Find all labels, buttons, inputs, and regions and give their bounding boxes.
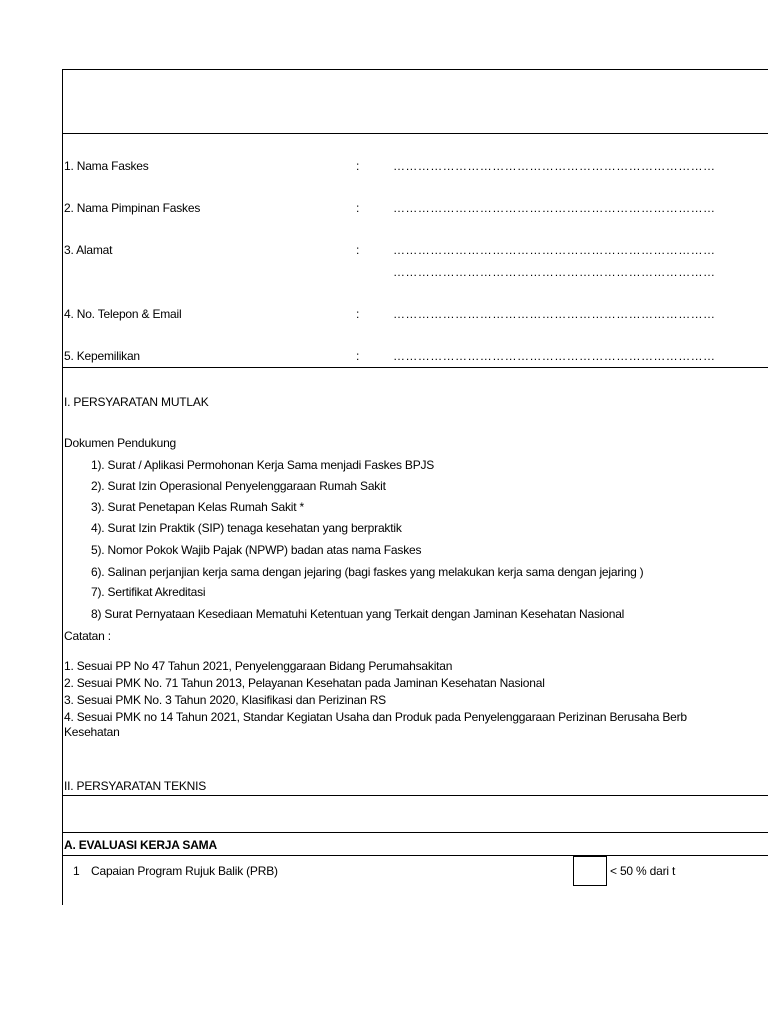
- doc-item: 1). Surat / Aplikasi Permohonan Kerja Sama menjadi Faskes BPJS: [91, 458, 435, 472]
- field-dots-kepemilikan[interactable]: ……………………………………………………………………: [393, 349, 716, 363]
- score-checkbox[interactable]: [573, 856, 607, 886]
- doc-title: Dokumen Pendukung: [64, 436, 177, 450]
- field-label-nama-faskes: 1. Nama Faskes: [64, 159, 149, 173]
- section-divider: [62, 832, 768, 833]
- field-label-nama-pimpinan: 2. Nama Pimpinan Faskes: [64, 201, 201, 215]
- field-label-telepon-email: 4. No. Telepon & Email: [64, 307, 182, 321]
- doc-item: 2). Surat Izin Operasional Penyelenggaraan Rumah Sakit: [91, 479, 386, 493]
- notes-title: Catatan :: [64, 629, 111, 643]
- field-dots-telepon-email[interactable]: ……………………………………………………………………: [393, 307, 716, 321]
- section-divider: [62, 795, 768, 796]
- field-dots-nama-pimpinan[interactable]: ……………………………………………………………………: [393, 201, 716, 215]
- doc-item: 5). Nomor Pokok Wajib Pajak (NPWP) badan atas nama Faskes: [91, 543, 422, 557]
- field-label-alamat: 3. Alamat: [64, 243, 113, 257]
- note-item: Kesehatan: [64, 725, 120, 739]
- doc-item: 6). Salinan perjanjian kerja sama dengan jejaring (bagi faskes yang melakukan kerja sama dengan jejaring ): [91, 565, 644, 579]
- field-colon: :: [356, 243, 360, 257]
- note-item: 1. Sesuai PP No 47 Tahun 2021, Penyelenggaraan Bidang Perumahsakitan: [64, 659, 453, 673]
- field-colon: :: [356, 159, 360, 173]
- sub-heading-divider: [62, 855, 768, 856]
- row-criteria: < 50 % dari t: [610, 864, 676, 878]
- header-divider: [62, 133, 768, 134]
- row-label: Capaian Program Rujuk Balik (PRB): [91, 864, 278, 878]
- doc-item: 3). Surat Penetapan Kelas Rumah Sakit *: [91, 500, 304, 514]
- note-item: 2. Sesuai PMK No. 71 Tahun 2013, Pelayanan Kesehatan pada Jaminan Kesehatan Nasional: [64, 676, 545, 690]
- note-item: 4. Sesuai PMK no 14 Tahun 2021, Standar Kegiatan Usaha dan Produk pada Penyelenggaraan Perizinan Berusaha Berb: [64, 710, 687, 724]
- section-heading-teknis: II. PERSYARATAN TEKNIS: [64, 779, 207, 793]
- note-item: 3. Sesuai PMK No. 3 Tahun 2020, Klasifikasi dan Perizinan RS: [64, 693, 386, 707]
- field-colon: :: [356, 307, 360, 321]
- field-label-kepemilikan: 5. Kepemilikan: [64, 349, 140, 363]
- doc-item: 4). Surat Izin Praktik (SIP) tenaga kesehatan yang berpraktik: [91, 521, 402, 535]
- row-number: 1: [73, 864, 80, 878]
- sub-heading-evaluasi: A. EVALUASI KERJA SAMA: [64, 838, 217, 852]
- doc-item: 8) Surat Pernyataan Kesediaan Mematuhi Ketentuan yang Terkait dengan Jaminan Kesehatan Nasional: [91, 607, 625, 621]
- field-dots-alamat-2[interactable]: ……………………………………………………………………: [393, 265, 716, 279]
- field-colon: :: [356, 349, 360, 363]
- identity-divider: [62, 367, 768, 368]
- field-colon: :: [356, 201, 360, 215]
- field-dots-nama-faskes[interactable]: ……………………………………………………………………: [393, 159, 716, 173]
- doc-item: 7). Sertifikat Akreditasi: [91, 585, 206, 599]
- left-border: [62, 69, 63, 905]
- top-border: [62, 69, 768, 70]
- section-heading-mutlak: I. PERSYARATAN MUTLAK: [64, 395, 209, 409]
- field-dots-alamat[interactable]: ……………………………………………………………………: [393, 243, 716, 257]
